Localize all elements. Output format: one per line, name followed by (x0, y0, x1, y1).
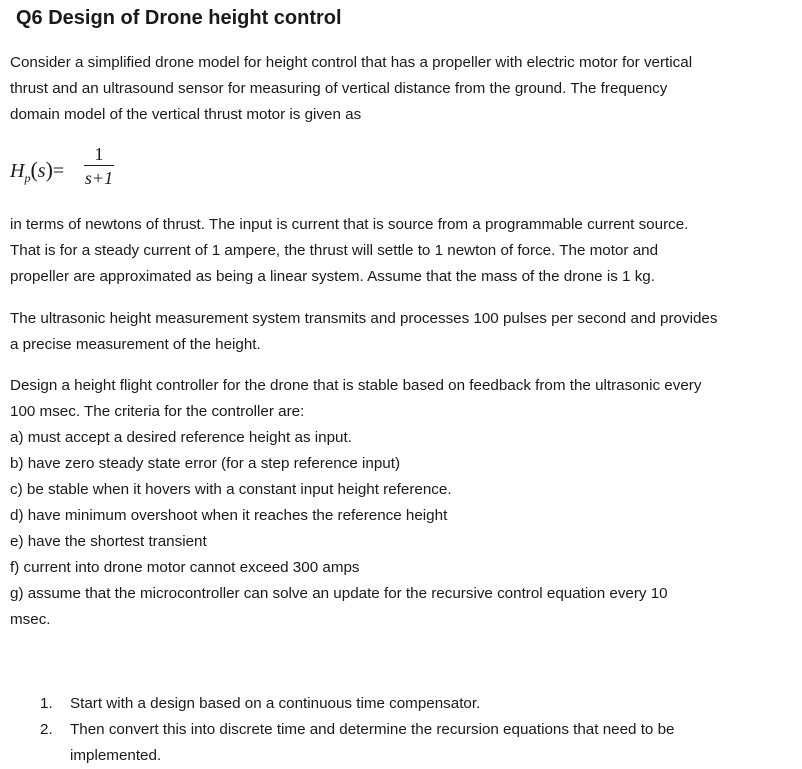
equation-variable: s (37, 160, 46, 182)
equation-numerator: 1 (94, 144, 104, 164)
design-line: 100 msec. The criteria for the controller are: (10, 403, 305, 420)
criterion-c: c) be stable when it hovers with a constant input height reference. (10, 481, 452, 498)
task-list (10, 691, 674, 769)
intro-line: thrust and an ultrasound sensor for measuring of vertical distance from the ground. The frequency (10, 80, 668, 97)
task-text: Start with a design based on a continuous time compensator. (70, 695, 481, 712)
criterion-b: b) have zero steady state error (for a step reference input) (10, 455, 401, 472)
criterion-f: f) current into drone motor cannot exceed 300 amps (10, 559, 360, 576)
sensor-line: The ultrasonic height measurement system transmits and processes 100 pulses per second and provides (10, 310, 718, 327)
equation-fraction (84, 144, 114, 188)
equation-lhs (10, 157, 64, 186)
motor-line: That is for a steady current of 1 ampere, the thrust will settle to 1 newton of force. The motor and (10, 242, 659, 259)
question-title: Q6 Design of Drone height control (16, 7, 342, 29)
task-item (10, 717, 674, 769)
intro-paragraph (10, 50, 795, 128)
criterion-a: a) must accept a desired reference height as input. (10, 429, 352, 446)
criterion-d: d) have minimum overshoot when it reaches the reference height (10, 507, 448, 524)
task-number: 2. (40, 721, 53, 738)
equation-equals: = (52, 160, 65, 182)
task-item (10, 691, 674, 717)
motor-line: in terms of newtons of thrust. The input is current that is source from a programmable current source. (10, 216, 689, 233)
equation-denominator: s+1 (84, 168, 114, 188)
intro-line: domain model of the vertical thrust motor is given as (10, 106, 362, 123)
motor-line: propeller are approximated as being a linear system. Assume that the mass of the drone is 1 kg. (10, 268, 655, 285)
motor-paragraph (10, 212, 795, 290)
fraction-bar (84, 165, 114, 166)
equation-open-paren: ( (30, 157, 38, 182)
criterion-g-continued: msec. (10, 611, 51, 628)
task-text: Then convert this into discrete time and determine the recursion equations that need to be (70, 721, 675, 738)
criterion-e: e) have the shortest transient (10, 533, 207, 550)
equation-subscript: p (24, 171, 31, 185)
design-criteria-paragraph (10, 373, 795, 633)
equation-symbol: H (10, 160, 25, 182)
sensor-paragraph (10, 306, 795, 358)
intro-line: Consider a simplified drone model for height control that has a propeller with electric motor for vertical (10, 54, 693, 71)
criterion-g: g) assume that the microcontroller can solve an update for the recursive control equation every 10 (10, 585, 668, 602)
task-text-continued: implemented. (70, 747, 162, 764)
equation-close-paren: ) (45, 157, 53, 182)
design-line: Design a height flight controller for the drone that is stable based on feedback from the ultrasonic every (10, 377, 702, 394)
sensor-line: a precise measurement of the height. (10, 336, 261, 353)
task-number: 1. (40, 695, 53, 712)
